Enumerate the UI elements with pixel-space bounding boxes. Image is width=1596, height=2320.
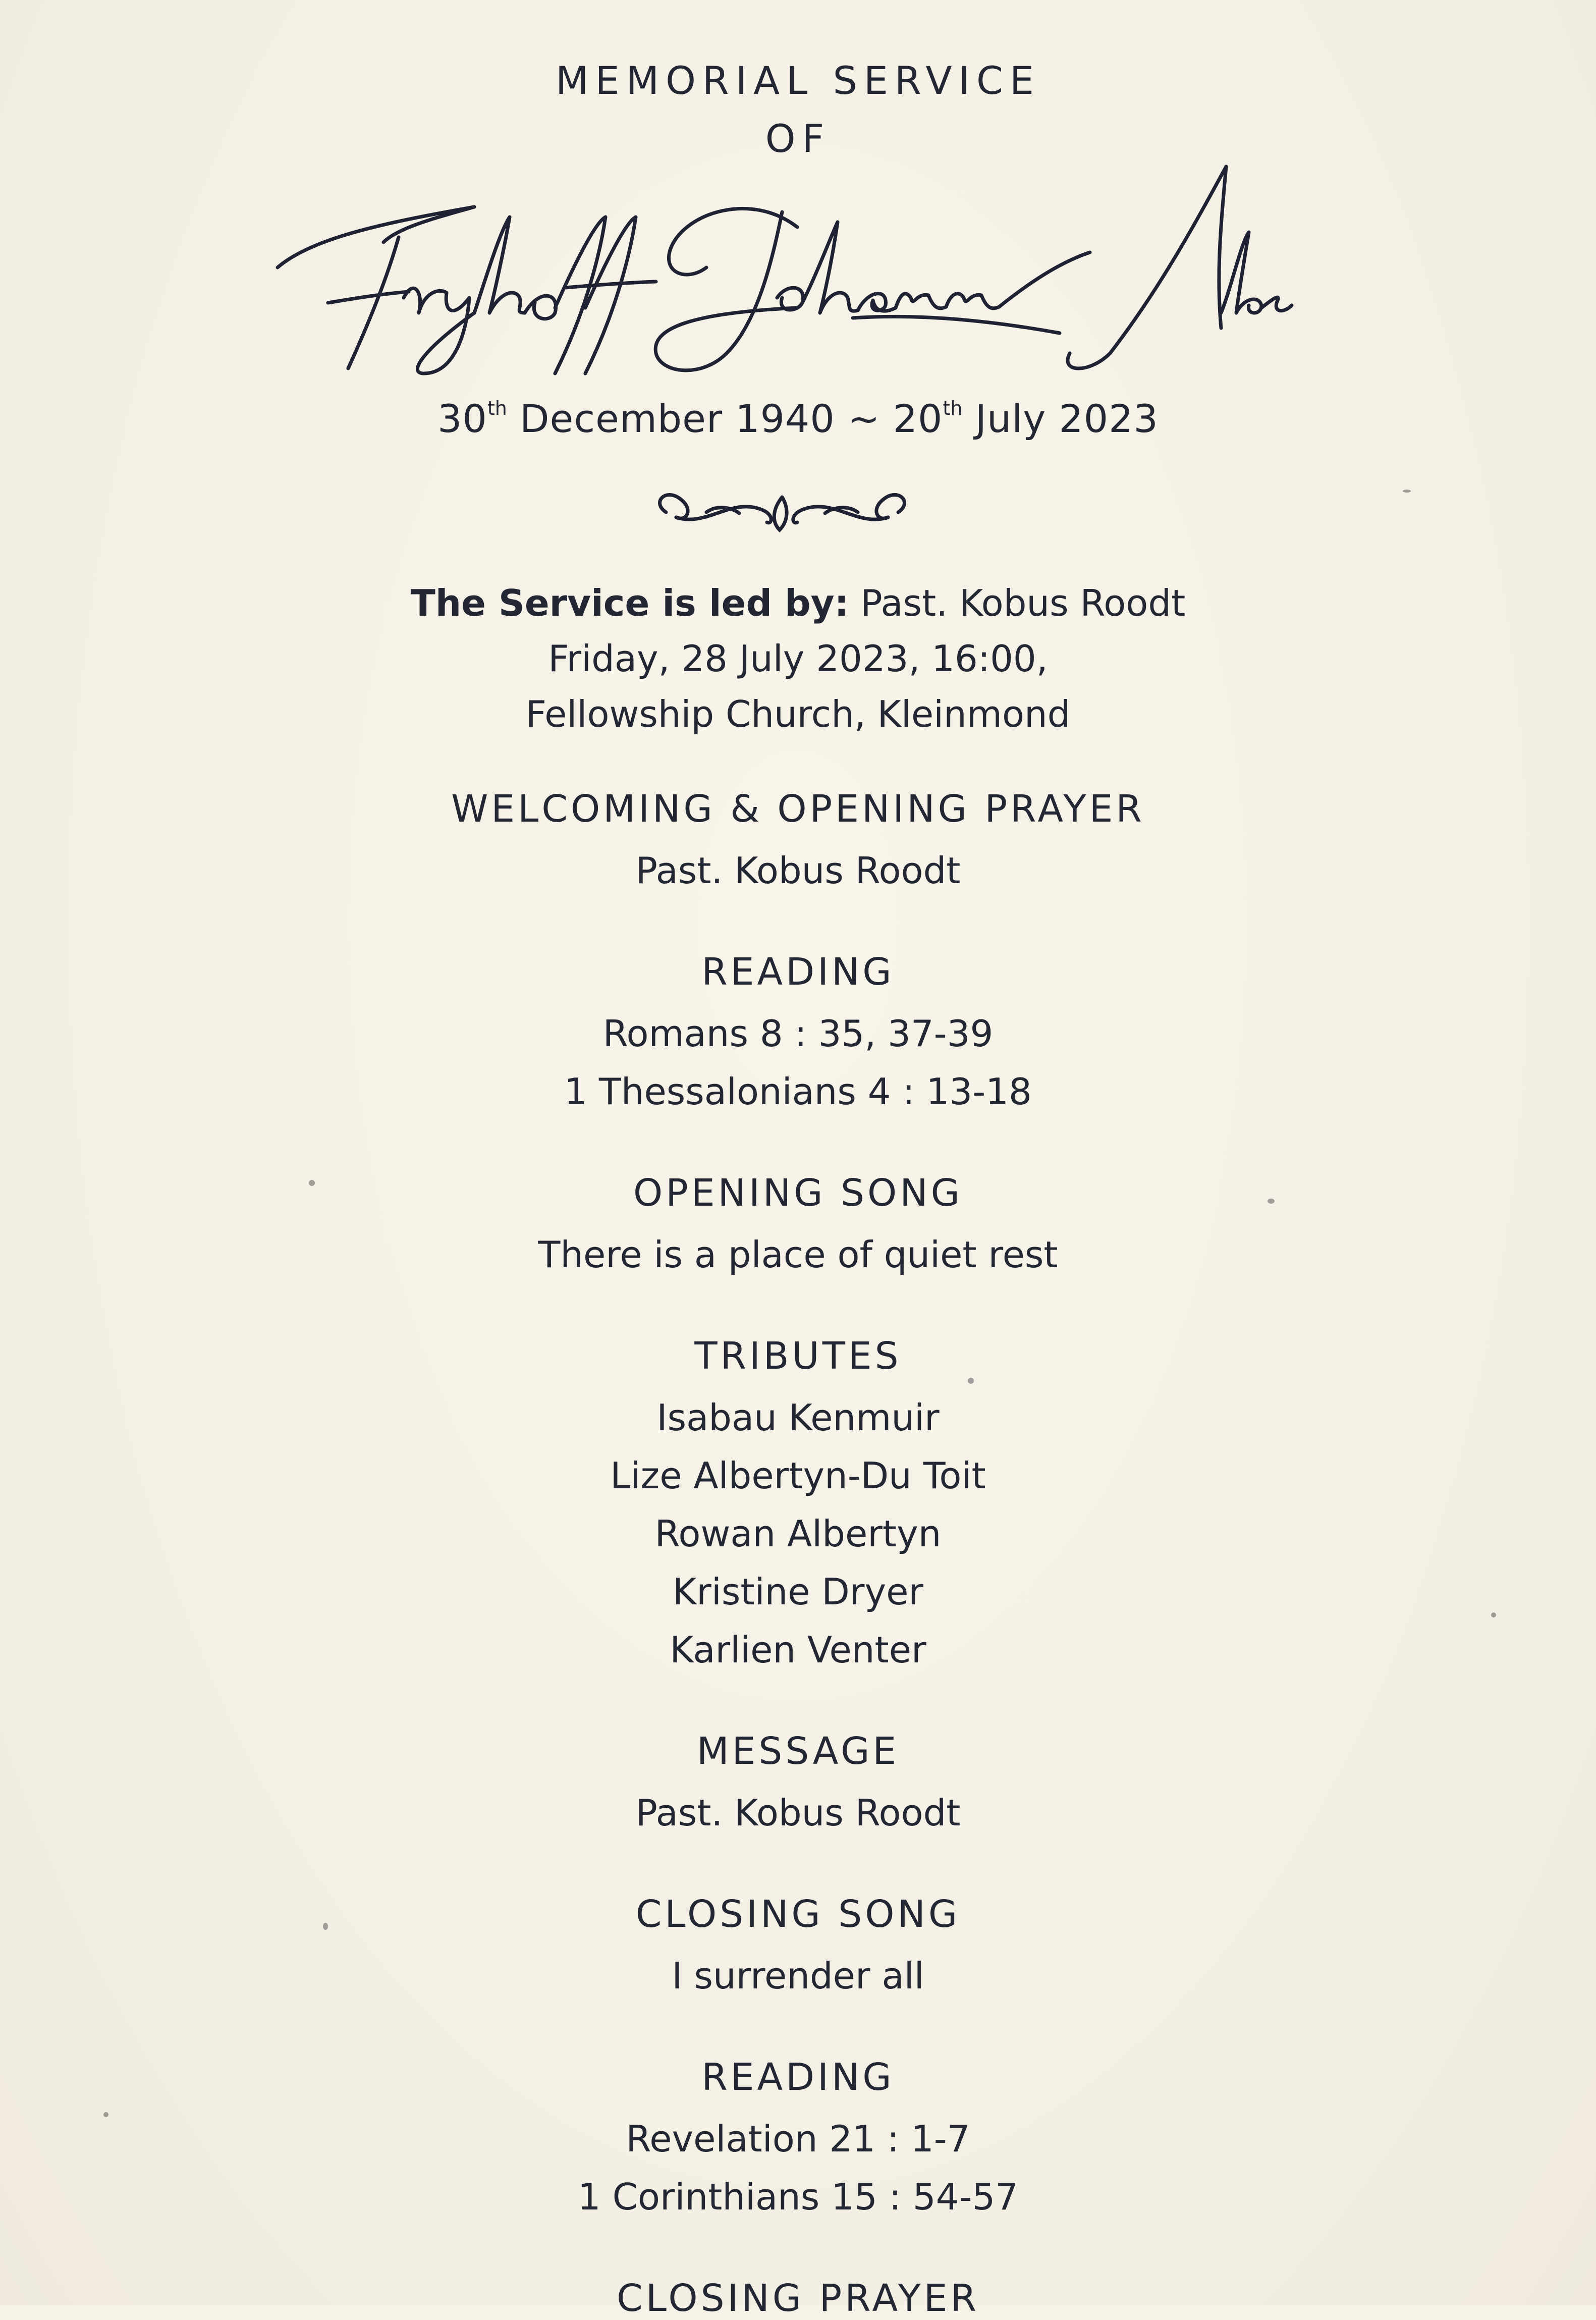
section-line: 1 Thessalonians 4 : 13-18 [564, 1070, 1032, 1113]
header-title: MEMORIAL SERVICE [555, 58, 1041, 103]
scan-speck [103, 2112, 108, 2117]
section-title: WELCOMING & OPENING PRAYER [451, 787, 1145, 831]
ornament-divider-icon [646, 482, 918, 537]
section-line: Karlien Venter [670, 1629, 926, 1671]
section-title: CLOSING SONG [635, 1893, 961, 1936]
section-line: Isabau Kenmuir [656, 1396, 940, 1439]
section-line: Lize Albertyn-Du Toit [610, 1454, 986, 1497]
section-line: 1 Corinthians 15 : 54-57 [577, 2176, 1019, 2218]
birth-date-rest: December 1940 ~ [507, 396, 893, 441]
service-date-time: Friday, 28 July 2023, 16:00, [548, 637, 1048, 680]
service-venue: Fellowship Church, Kleinmond [525, 693, 1071, 735]
scan-speck [1268, 1199, 1275, 1204]
life-dates [0, 396, 1596, 441]
section-line: There is a place of quiet rest [538, 1233, 1058, 1276]
section-title: CLOSING PRAYER [617, 2277, 979, 2320]
section-title: OPENING SONG [633, 1171, 963, 1215]
scan-speck [1403, 490, 1411, 493]
scan-speck [323, 1923, 328, 1930]
service-info [0, 575, 1596, 742]
signature-name [272, 161, 1297, 379]
birth-day: 30 [437, 396, 487, 441]
scan-speck [968, 1378, 974, 1384]
section-title: TRIBUTES [694, 1334, 902, 1378]
death-day-suffix: th [943, 397, 963, 419]
section-line: Rowan Albertyn [654, 1513, 942, 1555]
section-title: READING [701, 2056, 895, 2099]
section-line: Past. Kobus Roodt [635, 849, 961, 892]
scan-speck [309, 1180, 315, 1186]
header-of: OF [765, 116, 831, 161]
section-line: I surrender all [672, 1955, 924, 1997]
section-line: Past. Kobus Roodt [635, 1792, 961, 1834]
section-line: Romans 8 : 35, 37-39 [602, 1012, 994, 1055]
section-title: MESSAGE [696, 1730, 900, 1773]
death-date-rest: July 2023 [962, 396, 1159, 441]
section-line: Revelation 21 : 1-7 [626, 2118, 970, 2160]
death-day: 20 [893, 396, 943, 441]
scan-speck [1491, 1612, 1496, 1617]
section-line: Kristine Dryer [673, 1571, 923, 1613]
led-by-name: Past. Kobus Roodt [849, 582, 1186, 624]
led-by-line [0, 575, 1596, 631]
led-by-label: The Service is led by: [410, 582, 849, 624]
birth-day-suffix: th [487, 397, 507, 419]
section-title: READING [701, 950, 895, 994]
